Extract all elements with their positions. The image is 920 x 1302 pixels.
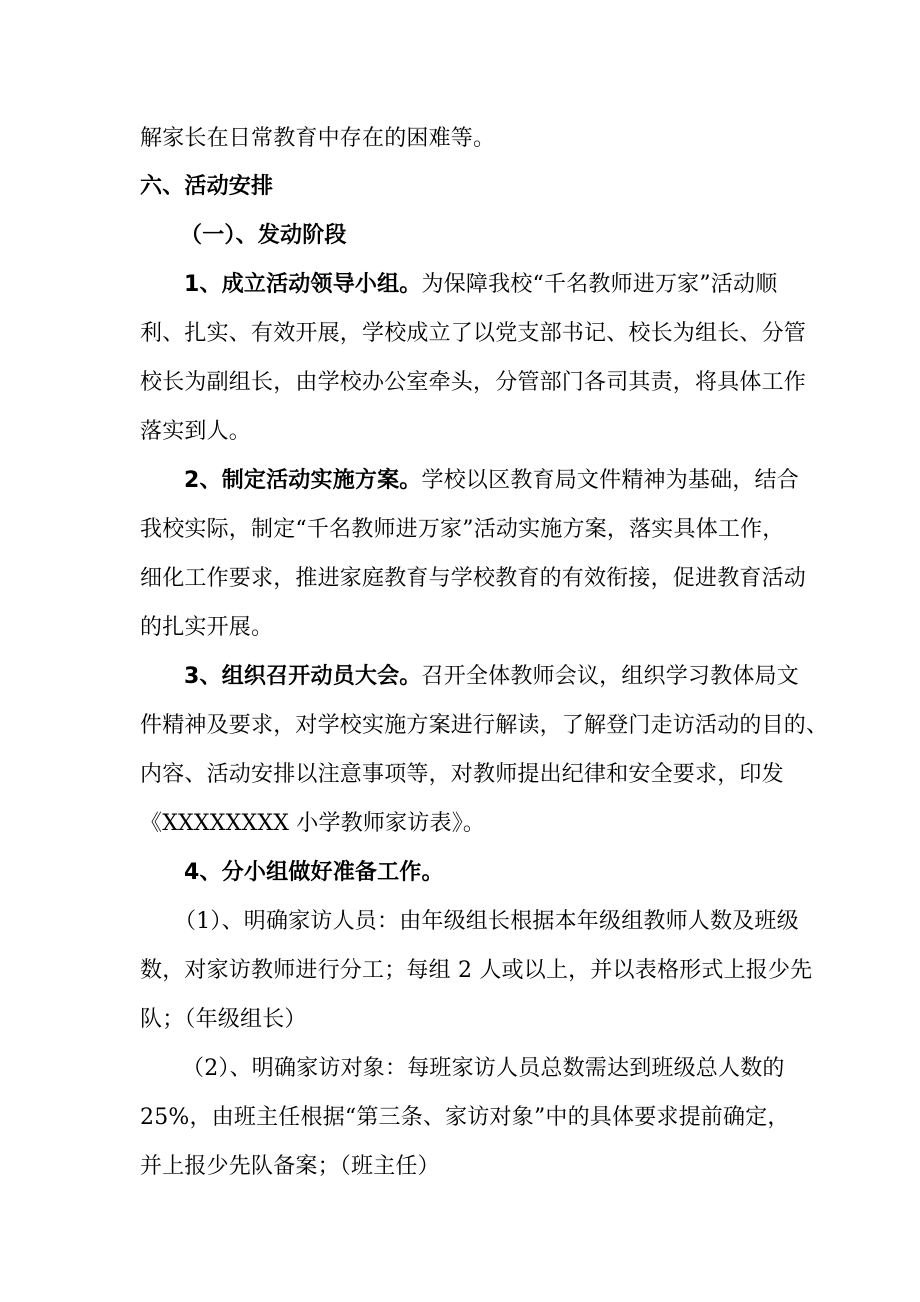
item2-line3: 细化工作要求，推进家庭教育与学校教育的有效衔接，促进教育活动 — [140, 566, 807, 591]
item2-title: 2、制定活动实施方案。 — [184, 468, 422, 493]
sub2-line3: 并上报少先队备案；（班主任） — [140, 1154, 440, 1179]
item3-line1 — [184, 662, 799, 692]
item1-line2: 利、扎实、有效开展，学校成立了以党支部书记、校长为组长、分管 — [140, 321, 807, 346]
item3-text: 召开全体教师会议，组织学习教体局文 — [421, 664, 799, 689]
subsection-heading: （一）、发动阶段 — [180, 223, 347, 248]
item1-text: 为保障我校“千名教师进万家”活动顺 — [421, 272, 778, 297]
sub1-line2: 数，对家访教师进行分工；每组 2 人或以上，并以表格形式上报少先 — [140, 958, 813, 983]
sub2-line2: 25%，由班主任根据“第三条、家访对象”中的具体要求提前确定， — [140, 1105, 790, 1130]
item1-line3: 校长为副组长，由学校办公室牵头，分管部门各司其责，将具体工作 — [140, 370, 807, 395]
item3-line2: 件精神及要求，对学校实施方案进行解读，了解登门走访活动的目的、 — [140, 713, 829, 738]
paragraph-line: 解家长在日常教育中存在的困难等。 — [140, 126, 496, 151]
item2-text: 学校以区教育局文件精神为基础，结合 — [421, 468, 799, 493]
sub1-line1: （1）、明确家访人员：由年级组长根据本年级组教师人数及班级 — [174, 909, 799, 934]
item1-line4: 落实到人。 — [140, 419, 252, 444]
item2-line2: 我校实际，制定“千名教师进万家”活动实施方案，落实具体工作， — [140, 517, 785, 542]
item2-line4: 的扎实开展。 — [140, 615, 274, 640]
sub2-line1: （2）、明确家访对象：每班家访人员总数需达到班级总人数的 — [182, 1056, 785, 1081]
section-heading: 六、活动安排 — [140, 174, 274, 199]
item2-line1 — [184, 466, 799, 496]
item3-title: 3、组织召开动员大会。 — [184, 664, 422, 689]
item3-line4: 《XXXXXXXX 小学教师家访表》。 — [140, 811, 486, 836]
sub1-line3: 队；（年级组长） — [140, 1007, 307, 1032]
item3-line3: 内容、活动安排以注意事项等，对教师提出纪律和安全要求，印发 — [140, 762, 784, 787]
item1-line1 — [184, 270, 777, 300]
item1-title: 1、成立活动领导小组。 — [184, 272, 422, 297]
item4-title: 4、分小组做好准备工作。 — [184, 860, 444, 885]
